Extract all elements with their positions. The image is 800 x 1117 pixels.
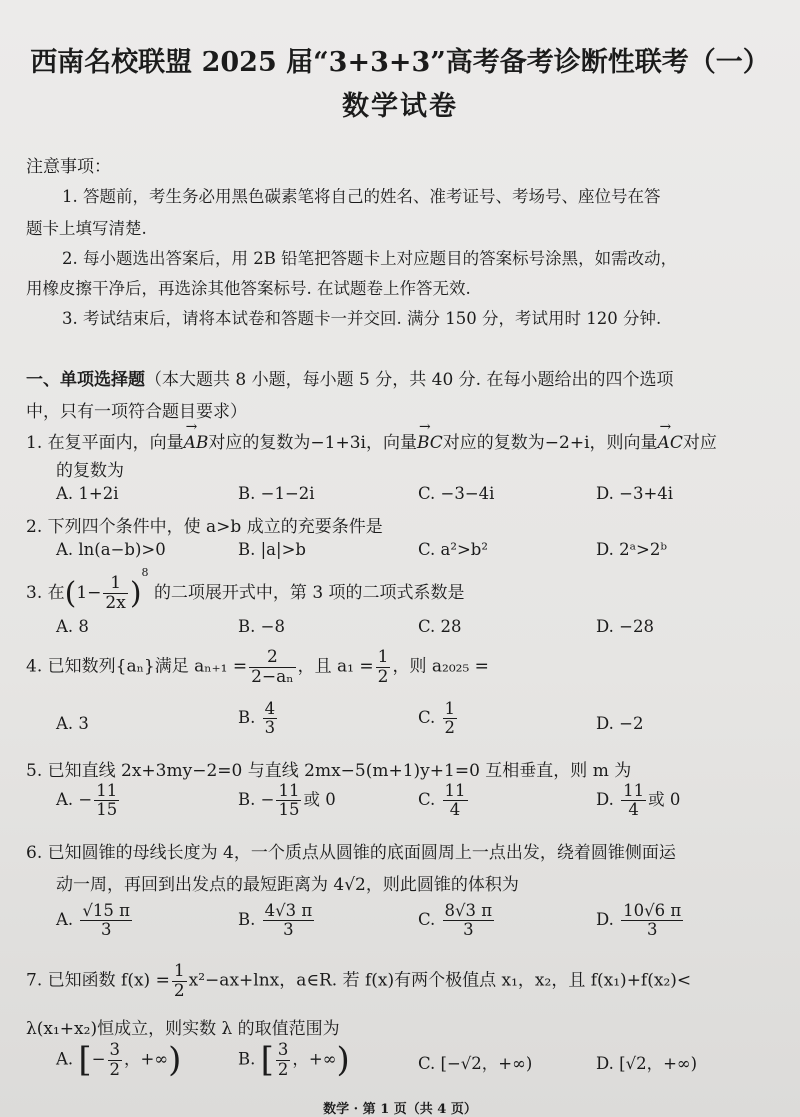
q6-option-d: D. $\frac{10√6 \pi}{3}$ <box>596 901 682 940</box>
exam-title: 西南名校联盟 2025 届“3+3+3”高考备考诊断性联考（一） <box>30 47 770 78</box>
question-1: 1. 在复平面内，向量→ AB对应的复数为−1+3i，向量→ BC对应的复数为−2+i，则向量→ AC对应 <box>26 428 717 453</box>
q3-option-d: D. −28 <box>596 617 654 636</box>
q2-option-a: A. ln(a−b)>0 <box>56 540 166 559</box>
q6-option-b: B. $\frac{4√3 \pi}{3}$ <box>238 901 313 940</box>
section-desc-cont: 中，只有一项符合题目要求） <box>26 402 247 422</box>
notice-item-1-cont: 题卡上填写清楚. <box>26 219 147 238</box>
q4-option-a: A. 3 <box>56 714 89 733</box>
vector-ab: → AB <box>184 433 209 453</box>
question-5: 5. 已知直线 2x+3my−2=0 与直线 2mx−5(m+1)y+1=0 互相垂直，则 m 为 <box>26 761 632 781</box>
q2-option-d: D. 2ᵃ>2ᵇ <box>596 540 667 559</box>
question-4: 4. 已知数列{aₙ}满足 aₙ₊₁ = $\frac{2}{\text{2−aₙ}}$ ，且 a₁ = $\frac{1}{2}$ ，则 a₂₀₂₅ = <box>26 647 489 687</box>
q1-option-a: A. 1+2i <box>56 484 119 503</box>
notice-item-2: 2. 每小题选出答案后，用 2B 铅笔把答题卡上对应题目的答案标号涂黑，如需改动， <box>62 249 678 268</box>
q6-option-a: A. $\frac{√15 \pi}{3}$ <box>56 901 131 940</box>
question-6: 6. 已知圆锥的母线长度为 4，一个质点从圆锥的底面圆周上一点出发，绕着圆锥侧面运 <box>26 843 676 863</box>
notice-item-2-cont: 用橡皮擦干净后，再选涂其他答案标号. 在试题卷上作答无效. <box>26 279 471 298</box>
q3-option-a: A. 8 <box>56 617 89 636</box>
question-3: 3. 在(1− $\frac{1}{2x}$ )$^8$ 的二项展开式中，第 3 项的二项式系数是 <box>26 566 465 613</box>
q3-option-c: C. 28 <box>418 617 462 636</box>
question-7-cont: λ(x₁+x₂)恒成立，则实数 λ 的取值范围为 <box>26 1019 340 1039</box>
q7-option-d: D. [√2，+∞) <box>596 1054 698 1073</box>
q5-option-a: A. − $\frac{11}{15}$ <box>56 781 118 820</box>
notice-heading: 注意事项： <box>26 157 111 177</box>
q3-option-b: B. −8 <box>238 617 285 636</box>
question-7: 7. 已知函数 f(x) = $\frac{1}{2}$ x²−ax+lnx，a∈R. 若 f(x)有两个极值点 x₁，x₂，且 f(x₁)+f(x₂)< <box>26 961 692 1001</box>
vector-ac: → AC <box>658 433 683 453</box>
q2-option-c: C. a²>b² <box>418 540 488 559</box>
q2-option-b: B. |a|>b <box>238 540 306 559</box>
question-6-cont: 动一周，再回到出发点的最短距离为 4√2，则此圆锥的体积为 <box>56 875 519 895</box>
section-desc: （本大题共 8 小题，每小题 5 分，共 40 分. 在每小题给出的四个选项 <box>145 370 674 390</box>
q7-option-b: B. [ $\frac{3}{2}$ ，+∞) <box>238 1040 350 1080</box>
notice-item-1: 1. 答题前，考生务必用黑色碳素笔将自己的姓名、准考证号、考场号、座位号在答 <box>62 187 661 206</box>
q4-option-d: D. −2 <box>596 714 644 733</box>
exam-subtitle: 数学试卷 <box>342 91 458 122</box>
q4-option-b: B. $\frac{4}{3}$ <box>238 699 276 738</box>
notice-item-3: 3. 考试结束后，请将本试卷和答题卡一并交回. 满分 150 分，考试用时 120 分钟. <box>62 309 662 328</box>
question-1-cont: 的复数为 <box>56 461 124 481</box>
q7-option-a: A. [− $\frac{3}{2}$ ，+∞) <box>56 1040 182 1080</box>
section-name: 一、单项选择题 <box>26 370 145 390</box>
question-2: 2. 下列四个条件中，使 a>b 成立的充要条件是 <box>26 517 383 537</box>
q5-option-c: C. $\frac{11}{4}$ <box>418 781 466 820</box>
q1-option-d: D. −3+4i <box>596 484 674 503</box>
q6-option-c: C. $\frac{8√3 \pi}{3}$ <box>418 901 493 940</box>
q5-option-d: D. $\frac{11}{4}$ 或 0 <box>596 781 681 820</box>
q7-option-c: C. [−√2，+∞) <box>418 1054 533 1073</box>
vector-bc: → BC <box>417 433 443 453</box>
page-footer: 数学 · 第 1 页（共 4 页） <box>323 1102 477 1117</box>
q1-option-b: B. −1−2i <box>238 484 315 503</box>
q5-option-b: B. − $\frac{11}{15}$ 或 0 <box>238 781 336 820</box>
q1-option-c: C. −3−4i <box>418 484 495 503</box>
q3-fraction: $\frac{1}{2x}$ <box>105 573 126 613</box>
section-header <box>26 364 786 428</box>
q4-option-c: C. $\frac{1}{2}$ <box>418 699 456 738</box>
